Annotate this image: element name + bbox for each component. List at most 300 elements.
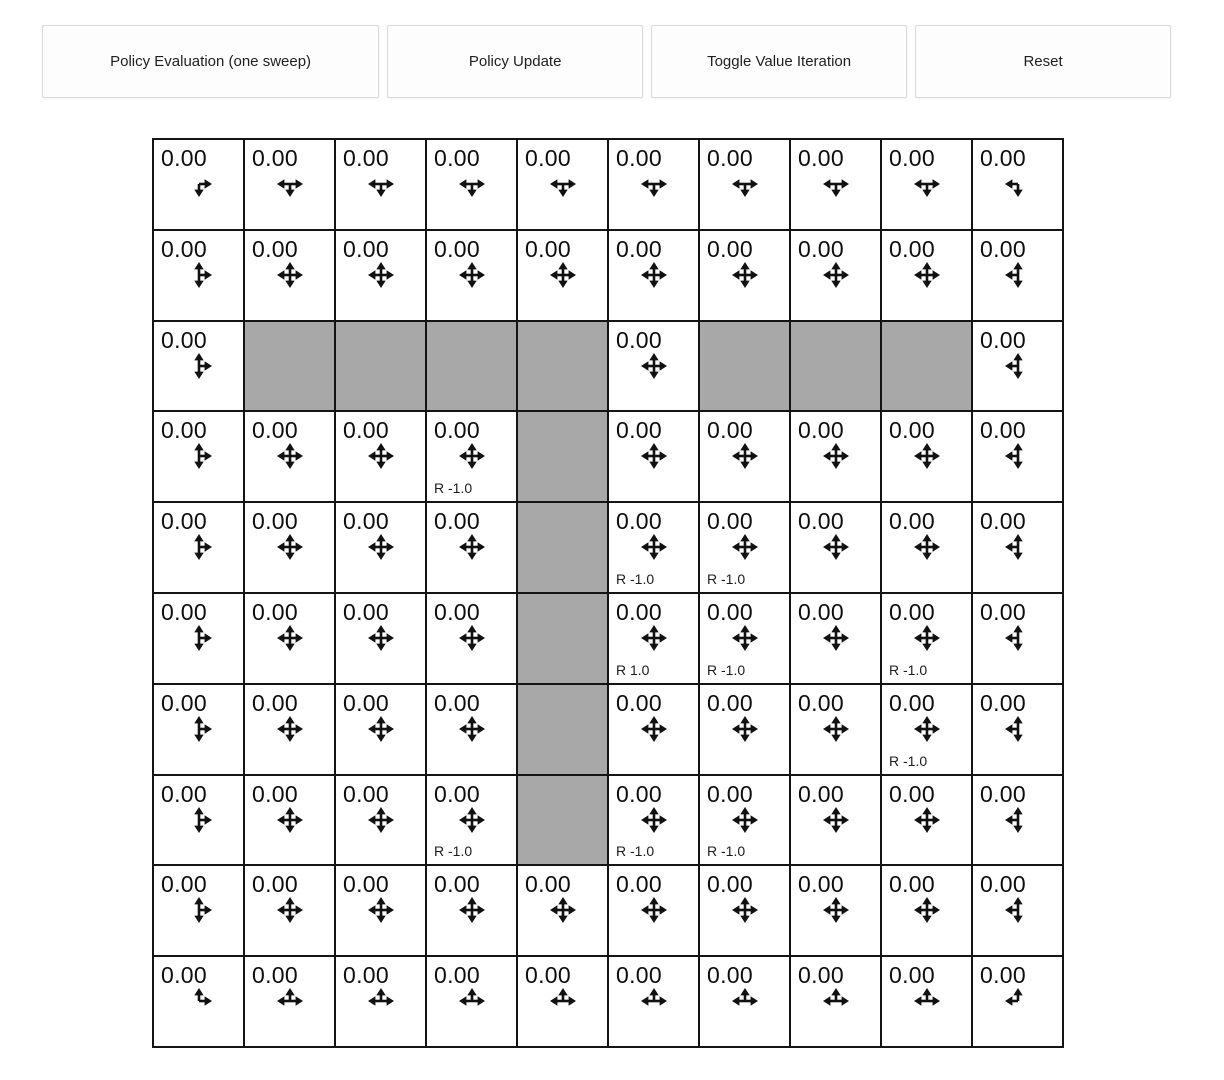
arrow-right-icon — [472, 906, 485, 915]
grid-cell[interactable] — [335, 230, 426, 321]
state-value: 0.00 — [889, 417, 935, 444]
grid-cell[interactable] — [699, 775, 790, 866]
grid-cell[interactable] — [517, 139, 608, 230]
policy-arrows-udlr — [641, 625, 667, 651]
grid-cell[interactable] — [153, 956, 244, 1047]
grid-cell[interactable] — [244, 593, 335, 684]
policy-arrows-udlr — [459, 262, 485, 288]
arrow-right-icon — [290, 815, 303, 824]
arrow-left-icon — [1005, 361, 1018, 370]
arrow-down-icon — [649, 638, 658, 651]
policy-arrows-udlr — [368, 807, 394, 833]
grid-cell[interactable] — [244, 139, 335, 230]
policy-arrows-udlr — [732, 262, 758, 288]
grid-cell[interactable] — [426, 230, 517, 321]
grid-cell[interactable] — [881, 956, 972, 1047]
arrow-right-icon — [199, 724, 212, 733]
grid-cell[interactable] — [244, 865, 335, 956]
arrow-up-icon — [922, 807, 931, 820]
arrow-left-icon — [732, 542, 745, 551]
arrow-right-icon — [381, 996, 394, 1005]
grid-cell[interactable] — [972, 865, 1063, 956]
grid-cell[interactable] — [153, 321, 244, 412]
policy-arrows-udl — [1005, 897, 1031, 923]
arrow-left-icon — [641, 996, 654, 1005]
arrow-up-icon — [649, 262, 658, 275]
grid-cell[interactable] — [335, 139, 426, 230]
arrow-up-icon — [649, 988, 658, 1001]
arrow-right-icon — [654, 361, 667, 370]
grid-cell[interactable] — [881, 593, 972, 684]
grid-cell[interactable] — [972, 139, 1063, 230]
grid-cell[interactable] — [608, 321, 699, 412]
arrow-up-icon — [1013, 353, 1022, 366]
grid-cell[interactable] — [881, 139, 972, 230]
grid-cell[interactable] — [426, 865, 517, 956]
arrow-right-icon — [472, 724, 485, 733]
grid-cell[interactable] — [426, 411, 517, 502]
arrow-down-icon — [285, 820, 294, 833]
state-value: 0.00 — [252, 962, 298, 989]
reward-label: R -1.0 — [707, 661, 746, 678]
grid-cell[interactable] — [608, 775, 699, 866]
wall-cell[interactable] — [790, 321, 881, 412]
wall-cell[interactable] — [335, 321, 426, 412]
policy-arrows-udlr — [368, 716, 394, 742]
arrow-left-icon — [277, 815, 290, 824]
arrow-right-icon — [472, 452, 485, 461]
grid-cell[interactable] — [790, 956, 881, 1047]
wall-cell[interactable] — [244, 321, 335, 412]
arrow-right-icon — [745, 542, 758, 551]
policy-arrows-udr — [186, 897, 212, 923]
reward-label: R -1.0 — [616, 843, 655, 860]
grid-cell[interactable] — [972, 775, 1063, 866]
grid-cell[interactable] — [972, 956, 1063, 1047]
grid-cell[interactable] — [153, 411, 244, 502]
arrow-right-icon — [563, 906, 576, 915]
arrow-left-icon — [914, 815, 927, 824]
grid-cell[interactable] — [426, 139, 517, 230]
reward-label: R -1.0 — [707, 571, 746, 587]
arrow-right-icon — [381, 179, 394, 188]
arrow-up-icon — [376, 716, 385, 729]
state-value: 0.00 — [161, 689, 207, 716]
policy-arrows-lur — [368, 988, 394, 1014]
state-value: 0.00 — [525, 871, 571, 898]
arrow-left-icon — [641, 633, 654, 642]
policy-arrows-udlr — [732, 897, 758, 923]
arrow-down-icon — [831, 547, 840, 560]
state-value: 0.00 — [252, 417, 298, 444]
state-value: 0.00 — [161, 962, 207, 989]
arrow-left-icon — [277, 179, 290, 188]
arrow-down-icon — [376, 275, 385, 288]
arrow-down-icon — [376, 184, 385, 197]
policy-arrows-ldr — [550, 171, 576, 197]
arrow-right-icon — [472, 542, 485, 551]
grid-cell[interactable] — [699, 684, 790, 775]
policy-arrows-udlr — [914, 716, 940, 742]
arrow-right-icon — [927, 906, 940, 915]
reward-label: R -1.0 — [434, 480, 473, 497]
arrow-right-icon — [836, 724, 849, 733]
arrow-left-icon — [914, 996, 927, 1005]
arrow-down-icon — [558, 184, 567, 197]
arrow-right-icon — [836, 270, 849, 279]
arrow-left-icon — [277, 996, 290, 1005]
state-value: 0.00 — [798, 145, 844, 171]
wall-cell[interactable] — [517, 684, 608, 775]
grid-cell[interactable] — [790, 593, 881, 684]
wall-cell[interactable] — [517, 593, 608, 684]
arrow-down-icon — [467, 638, 476, 651]
grid-cell[interactable] — [972, 502, 1063, 593]
grid-cell[interactable] — [426, 956, 517, 1047]
reset-button[interactable]: Reset — [915, 25, 1171, 98]
state-value: 0.00 — [434, 780, 480, 807]
policy-arrows-udl — [1005, 262, 1031, 288]
state-value: 0.00 — [616, 962, 662, 989]
grid-cell[interactable] — [790, 775, 881, 866]
arrow-down-icon — [831, 456, 840, 469]
arrow-up-icon — [558, 897, 567, 910]
grid-cell[interactable] — [608, 502, 699, 593]
grid-cell[interactable] — [517, 956, 608, 1047]
grid-cell[interactable] — [790, 230, 881, 321]
state-value: 0.00 — [343, 508, 389, 535]
grid-cell[interactable] — [972, 684, 1063, 775]
arrow-up-icon — [285, 262, 294, 275]
grid-cell[interactable] — [790, 411, 881, 502]
arrow-up-icon — [649, 807, 658, 820]
arrow-up-icon — [194, 262, 203, 275]
arrow-up-icon — [376, 988, 385, 1001]
arrow-up-icon — [376, 625, 385, 638]
arrow-down-icon — [649, 910, 658, 923]
toggle-value-iteration-button[interactable]: Toggle Value Iteration — [651, 25, 907, 98]
grid-cell[interactable] — [426, 502, 517, 593]
arrow-right-icon — [199, 542, 212, 551]
grid-cell[interactable] — [972, 411, 1063, 502]
arrow-up-icon — [922, 625, 931, 638]
grid-cell[interactable] — [153, 775, 244, 866]
arrow-up-icon — [922, 897, 931, 910]
arrow-left-icon — [368, 815, 381, 824]
policy-arrows-udlr — [459, 443, 485, 469]
arrow-up-icon — [194, 443, 203, 456]
policy-arrows-udlr — [641, 534, 667, 560]
arrow-left-icon — [641, 724, 654, 733]
state-value: 0.00 — [434, 689, 480, 716]
grid-cell[interactable] — [972, 230, 1063, 321]
arrow-left-icon — [277, 542, 290, 551]
arrow-up-icon — [467, 807, 476, 820]
state-value: 0.00 — [434, 145, 480, 171]
grid-cell[interactable] — [790, 684, 881, 775]
arrow-left-icon — [277, 452, 290, 461]
wall-cell[interactable] — [881, 321, 972, 412]
arrow-down-icon — [285, 184, 294, 197]
arrow-right-icon — [836, 452, 849, 461]
arrow-down-icon — [285, 638, 294, 651]
grid-cell[interactable] — [881, 502, 972, 593]
grid-cell[interactable] — [881, 775, 972, 866]
grid-cell[interactable] — [153, 139, 244, 230]
grid-cell[interactable] — [153, 502, 244, 593]
arrow-down-icon — [649, 729, 658, 742]
policy-arrows-udlr — [277, 807, 303, 833]
grid-cell[interactable] — [335, 684, 426, 775]
arrow-down-icon — [831, 638, 840, 651]
arrow-right-icon — [745, 815, 758, 824]
policy-arrows-udl — [1005, 534, 1031, 560]
grid-cell[interactable] — [790, 865, 881, 956]
grid-cell[interactable] — [153, 865, 244, 956]
policy-arrows-udlr — [823, 625, 849, 651]
grid-cell[interactable] — [153, 684, 244, 775]
policy-arrows-udr — [186, 716, 212, 742]
arrow-right-icon — [199, 906, 212, 915]
grid-cell[interactable] — [790, 139, 881, 230]
state-value: 0.00 — [707, 962, 753, 989]
grid-cell[interactable] — [699, 230, 790, 321]
arrow-up-icon — [649, 716, 658, 729]
arrow-right-icon — [654, 906, 667, 915]
arrow-right-icon — [836, 179, 849, 188]
grid-cell[interactable] — [244, 775, 335, 866]
policy-arrows-lur — [914, 988, 940, 1014]
grid-cell[interactable] — [426, 684, 517, 775]
arrow-left-icon — [732, 179, 745, 188]
arrow-up-icon — [194, 625, 203, 638]
arrow-up-icon — [194, 353, 203, 366]
grid-cell[interactable] — [972, 593, 1063, 684]
state-value: 0.00 — [343, 871, 389, 898]
policy-update-button[interactable]: Policy Update — [387, 25, 643, 98]
arrow-up-icon — [376, 897, 385, 910]
policy-arrows-ldr — [641, 171, 667, 197]
arrow-up-icon — [285, 534, 294, 547]
state-value: 0.00 — [343, 689, 389, 716]
state-value: 0.00 — [707, 599, 753, 625]
policy-arrows-ldr — [732, 171, 758, 197]
grid-cell[interactable] — [244, 956, 335, 1047]
arrow-left-icon — [641, 361, 654, 370]
grid-cell[interactable] — [426, 593, 517, 684]
arrow-left-icon — [459, 724, 472, 733]
grid-cell[interactable] — [335, 865, 426, 956]
state-value: 0.00 — [252, 780, 298, 807]
grid-cell[interactable] — [881, 684, 972, 775]
policy-arrows-ldr — [368, 171, 394, 197]
arrow-right-icon — [836, 906, 849, 915]
policy-arrows-udlr — [641, 807, 667, 833]
grid-cell[interactable] — [244, 230, 335, 321]
arrow-down-icon — [376, 729, 385, 742]
policy-arrows-udlr — [823, 534, 849, 560]
arrow-down-icon — [194, 910, 203, 923]
arrow-down-icon — [740, 275, 749, 288]
arrow-left-icon — [277, 270, 290, 279]
arrow-up-icon — [922, 716, 931, 729]
state-value: 0.00 — [980, 962, 1026, 989]
grid-cell[interactable] — [881, 411, 972, 502]
grid-cell[interactable] — [699, 139, 790, 230]
arrow-up-icon — [467, 443, 476, 456]
arrow-up-icon — [376, 262, 385, 275]
grid-cell[interactable] — [881, 865, 972, 956]
state-value: 0.00 — [616, 871, 662, 898]
grid-cell[interactable] — [335, 956, 426, 1047]
arrow-left-icon — [550, 996, 563, 1005]
policy-arrows-udlr — [459, 807, 485, 833]
arrow-up-icon — [194, 988, 203, 1001]
grid-cell[interactable] — [153, 593, 244, 684]
grid-cell[interactable] — [426, 775, 517, 866]
policy-arrows-udlr — [277, 262, 303, 288]
arrow-up-icon — [467, 988, 476, 1001]
arrow-down-icon — [922, 275, 931, 288]
wall-cell[interactable] — [426, 321, 517, 412]
state-value: 0.00 — [707, 508, 753, 535]
arrow-down-icon — [1013, 910, 1022, 923]
arrow-right-icon — [654, 270, 667, 279]
arrow-down-icon — [831, 184, 840, 197]
arrow-left-icon — [914, 542, 927, 551]
arrow-left-icon — [823, 633, 836, 642]
arrow-up-icon — [558, 988, 567, 1001]
state-value: 0.00 — [707, 689, 753, 716]
state-value: 0.00 — [707, 780, 753, 807]
arrow-right-icon — [199, 815, 212, 824]
arrow-down-icon — [740, 820, 749, 833]
state-value: 0.00 — [798, 508, 844, 535]
state-value: 0.00 — [889, 780, 935, 807]
wall-cell[interactable] — [517, 321, 608, 412]
state-value: 0.00 — [980, 145, 1026, 171]
arrow-up-icon — [285, 988, 294, 1001]
wall-cell[interactable] — [517, 775, 608, 866]
grid-cell[interactable] — [699, 593, 790, 684]
policy-arrows-ldr — [277, 171, 303, 197]
arrow-down-icon — [194, 366, 203, 379]
arrow-left-icon — [914, 270, 927, 279]
grid-cell[interactable] — [608, 956, 699, 1047]
policy-arrows-udr — [186, 262, 212, 288]
arrow-left-icon — [1005, 724, 1018, 733]
arrow-down-icon — [558, 910, 567, 923]
wall-cell[interactable] — [699, 321, 790, 412]
arrow-right-icon — [199, 452, 212, 461]
arrow-down-icon — [467, 275, 476, 288]
policy-arrows-udlr — [641, 262, 667, 288]
grid-cell[interactable] — [244, 684, 335, 775]
arrow-left-icon — [823, 815, 836, 824]
arrow-up-icon — [649, 353, 658, 366]
toolbar — [42, 25, 1171, 98]
state-value: 0.00 — [161, 145, 207, 171]
state-value: 0.00 — [343, 599, 389, 625]
grid-cell[interactable] — [608, 865, 699, 956]
arrow-up-icon — [831, 716, 840, 729]
arrow-left-icon — [914, 452, 927, 461]
arrow-left-icon — [641, 452, 654, 461]
arrow-left-icon — [1005, 996, 1018, 1005]
state-value: 0.00 — [525, 145, 571, 171]
grid-cell[interactable] — [881, 230, 972, 321]
state-value: 0.00 — [343, 962, 389, 989]
policy-arrows-udlr — [732, 807, 758, 833]
state-value: 0.00 — [798, 689, 844, 716]
grid-cell[interactable] — [699, 865, 790, 956]
grid-cell[interactable] — [335, 593, 426, 684]
arrow-up-icon — [467, 534, 476, 547]
grid-cell[interactable] — [608, 684, 699, 775]
arrow-left-icon — [550, 906, 563, 915]
grid-cell[interactable] — [153, 230, 244, 321]
arrow-down-icon — [922, 638, 931, 651]
policy-arrows-udlr — [823, 262, 849, 288]
arrow-down-icon — [376, 547, 385, 560]
grid-cell[interactable] — [517, 230, 608, 321]
arrow-left-icon — [732, 996, 745, 1005]
arrow-left-icon — [459, 815, 472, 824]
grid-cell[interactable] — [790, 502, 881, 593]
grid-cell[interactable] — [335, 502, 426, 593]
arrow-right-icon — [836, 996, 849, 1005]
arrow-up-icon — [831, 534, 840, 547]
grid-cell[interactable] — [335, 411, 426, 502]
state-value: 0.00 — [707, 417, 753, 444]
policy-arrows-udlr — [914, 807, 940, 833]
policy-arrows-udlr — [368, 625, 394, 651]
arrow-left-icon — [459, 633, 472, 642]
grid-cell[interactable] — [699, 956, 790, 1047]
arrow-right-icon — [472, 633, 485, 642]
arrow-down-icon — [467, 910, 476, 923]
policy-arrows-udlr — [277, 534, 303, 560]
grid-cell[interactable] — [335, 775, 426, 866]
grid-cell[interactable] — [608, 593, 699, 684]
wall-cell[interactable] — [517, 411, 608, 502]
grid-cell[interactable] — [699, 502, 790, 593]
state-value: 0.00 — [616, 326, 662, 353]
arrow-right-icon — [381, 542, 394, 551]
arrow-left-icon — [550, 270, 563, 279]
grid-cell[interactable] — [608, 230, 699, 321]
grid-cell[interactable] — [699, 411, 790, 502]
arrow-left-icon — [641, 270, 654, 279]
policy-evaluation-button[interactable]: Policy Evaluation (one sweep) — [42, 25, 379, 98]
grid-cell[interactable] — [972, 321, 1063, 412]
grid-cell[interactable] — [244, 502, 335, 593]
arrow-down-icon — [1013, 184, 1022, 197]
grid-cell[interactable] — [517, 865, 608, 956]
policy-arrows-lur — [277, 988, 303, 1014]
grid-cell[interactable] — [608, 139, 699, 230]
state-value: 0.00 — [980, 599, 1026, 625]
grid-cell[interactable] — [244, 411, 335, 502]
arrow-right-icon — [290, 542, 303, 551]
arrow-right-icon — [290, 633, 303, 642]
wall-cell[interactable] — [517, 502, 608, 593]
grid-cell[interactable] — [608, 411, 699, 502]
policy-arrows-udl — [1005, 625, 1031, 651]
arrow-left-icon — [277, 724, 290, 733]
arrow-down-icon — [740, 910, 749, 923]
arrow-down-icon — [467, 729, 476, 742]
